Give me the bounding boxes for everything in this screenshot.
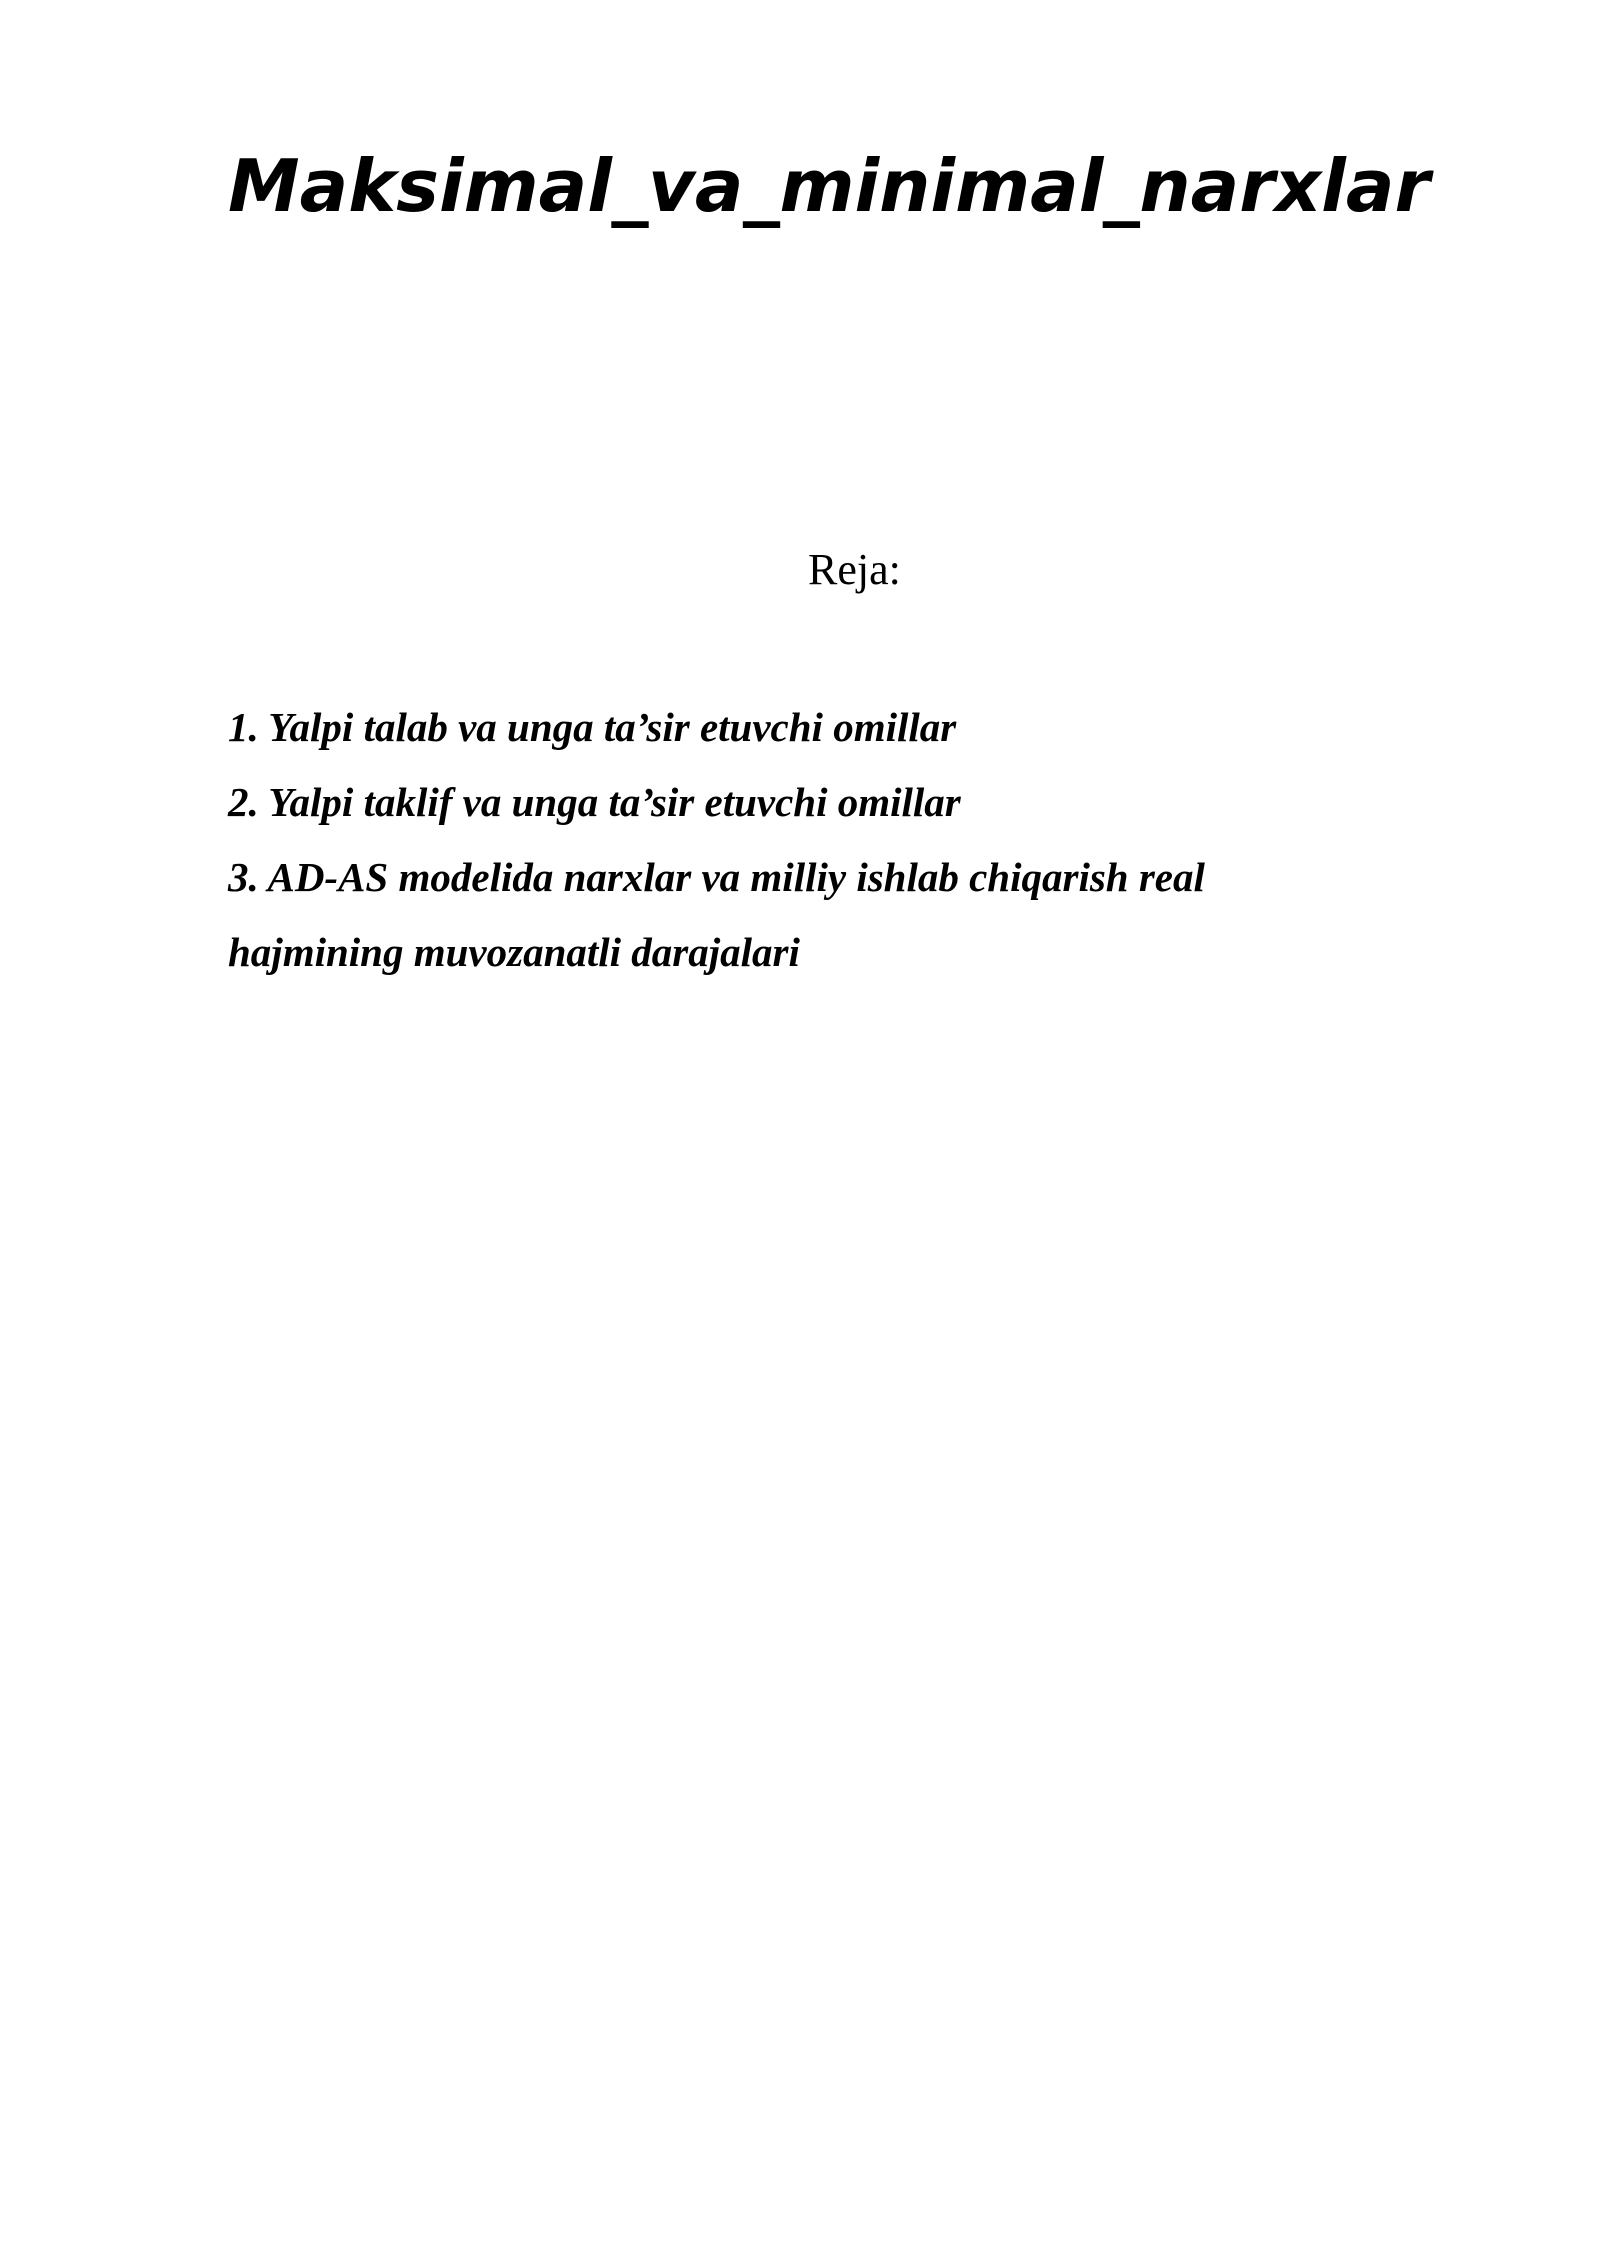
plan-item: 2. Yalpi taklif va unga ta’sir etuvchi omillar (228, 779, 961, 825)
plan-item: 3. AD-AS modelida narxlar va milliy ishlab chiqarish real hajmining muvozanatli darajalari (228, 854, 1205, 975)
plan-heading: Reja: (808, 545, 901, 594)
plan-list (228, 690, 1388, 990)
document-title: Maksimal_va_minimal_narxlar (228, 144, 1430, 228)
plan-item: 1. Yalpi talab va unga ta’sir etuvchi omillar (228, 704, 957, 750)
